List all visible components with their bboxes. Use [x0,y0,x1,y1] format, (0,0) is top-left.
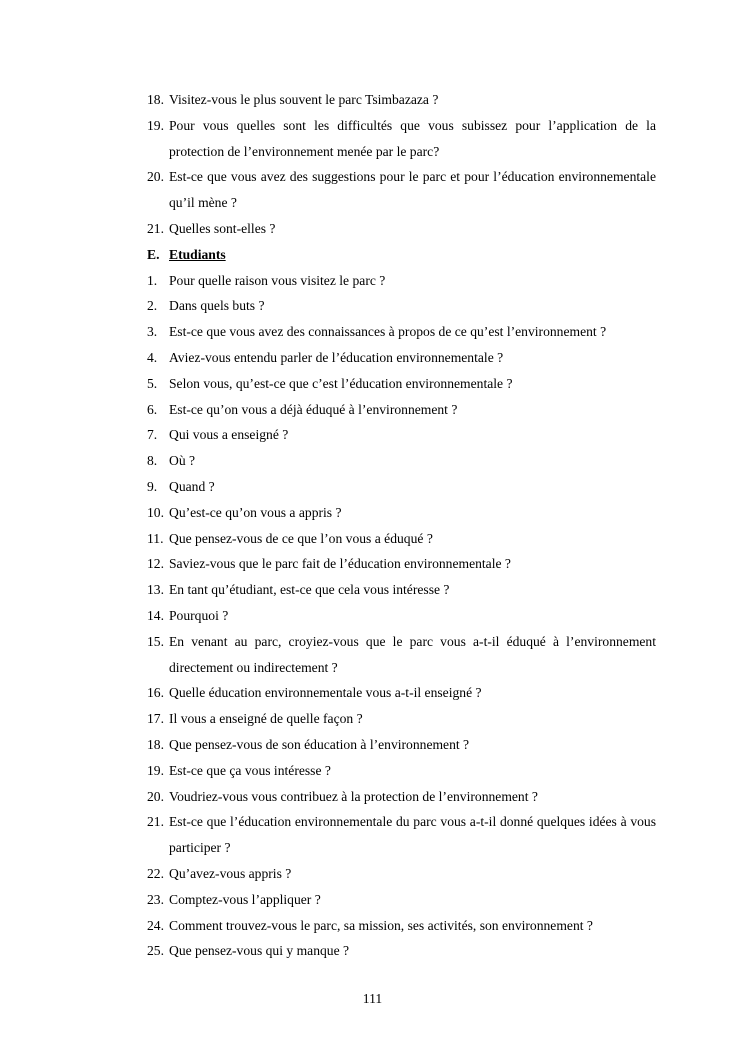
item-text: Selon vous, qu’est-ce que c’est l’éducation environnementale ? [169,375,513,391]
item-text: Où ? [169,453,196,469]
item-text: Quelles sont-elles ? [169,220,276,236]
item-text: Est-ce que vous avez des suggestions pour le parc et pour l’éducation environnementale qu’il mène ? [169,169,656,211]
list-item [147,809,656,861]
item-number: 13. [147,582,164,598]
item-text: Est-ce que l’éducation environnementale du parc vous a-t-il donné quelques idées à vous participer ? [169,814,656,856]
item-number: 3. [147,324,158,340]
item-number: 11. [147,530,164,546]
item-text: Visitez-vous le plus souvent le parc Tsimbazaza ? [169,92,439,107]
section-letter: E. [147,246,160,262]
list-item [147,551,656,577]
list-item [147,113,656,165]
list-item [147,732,656,758]
item-text: Quand ? [169,478,215,494]
list-item [147,345,656,371]
item-text: Saviez-vous que le parc fait de l’éducation environnementale ? [169,556,511,572]
item-number: 5. [147,375,158,391]
item-number: 25. [147,943,164,959]
section-title: Etudiants [169,246,226,262]
list-item [147,913,656,939]
list-item [147,577,656,603]
item-number: 20. [147,169,164,185]
item-number: 10. [147,504,164,520]
list-item [147,887,656,913]
item-number: 9. [147,478,158,494]
list-item [147,938,656,964]
list-item [147,706,656,732]
list-item [147,500,656,526]
item-number: 15. [147,633,164,649]
item-number: 19. [147,117,164,133]
item-number: 22. [147,865,164,881]
item-number: 6. [147,401,158,417]
list-item [147,680,656,706]
item-text: En tant qu’étudiant, est-ce que cela vous intéresse ? [169,582,450,598]
item-number: 18. [147,736,164,752]
item-text: Qu’avez-vous appris ? [169,865,292,881]
item-text: En venant au parc, croyiez-vous que le parc vous a-t-il éduqué à l’environnement directement ou indirectement ? [169,633,656,675]
item-text: Est-ce que vous avez des connaissances à propos de ce qu’est l’environnement ? [169,324,607,340]
list-item [147,629,656,681]
item-number: 24. [147,917,164,933]
item-text: Quelle éducation environnementale vous a-t-il enseigné ? [169,685,482,701]
item-number: 18. [147,92,164,107]
item-text: Est-ce qu’on vous a déjà éduqué à l’environnement ? [169,401,458,417]
section-heading [147,242,656,268]
item-text: Dans quels buts ? [169,298,265,314]
item-text: Comptez-vous l’appliquer ? [169,891,321,907]
list-item [147,371,656,397]
list-item [147,861,656,887]
item-text: Pour vous quelles sont les difficultés que vous subissez pour l’application de la protection de l’environnement menée par le parc? [169,117,656,159]
item-text: Il vous a enseigné de quelle façon ? [169,711,363,727]
list-item [147,526,656,552]
item-number: 2. [147,298,158,314]
item-number: 4. [147,349,158,365]
item-text: Pourquoi ? [169,607,229,623]
item-text: Est-ce que ça vous intéresse ? [169,762,331,778]
list-item [147,87,656,113]
item-number: 20. [147,788,164,804]
item-text: Aviez-vous entendu parler de l’éducation environnementale ? [169,349,504,365]
item-number: 8. [147,453,158,469]
item-text: Que pensez-vous de son éducation à l’environnement ? [169,736,470,752]
list-item [147,319,656,345]
item-number: 19. [147,762,164,778]
item-number: 17. [147,711,164,727]
item-text: Pour quelle raison vous visitez le parc ? [169,272,386,288]
item-number: 14. [147,607,164,623]
list-item [147,758,656,784]
item-number: 21. [147,814,164,830]
questionnaire-list [147,87,656,964]
item-number: 1. [147,272,158,288]
item-text: Qui vous a enseigné ? [169,427,289,443]
list-item [147,268,656,294]
list-item [147,216,656,242]
item-number: 16. [147,685,164,701]
item-text: Que pensez-vous de ce que l’on vous a éduqué ? [169,530,433,546]
item-text: Que pensez-vous qui y manque ? [169,943,350,959]
item-text: Comment trouvez-vous le parc, sa mission, ses activités, son environnement ? [169,917,593,933]
item-text: Qu’est-ce qu’on vous a appris ? [169,504,342,520]
list-item [147,448,656,474]
list-item [147,603,656,629]
list-item [147,397,656,423]
list-item [147,784,656,810]
list-item [147,474,656,500]
item-number: 12. [147,556,164,572]
item-number: 7. [147,427,158,443]
list-item [147,164,656,216]
item-number: 23. [147,891,164,907]
list-item [147,293,656,319]
page-number: 111 [362,991,383,1006]
item-number: 21. [147,220,164,236]
list-item [147,422,656,448]
item-text: Voudriez-vous vous contribuez à la protection de l’environnement ? [169,788,538,804]
